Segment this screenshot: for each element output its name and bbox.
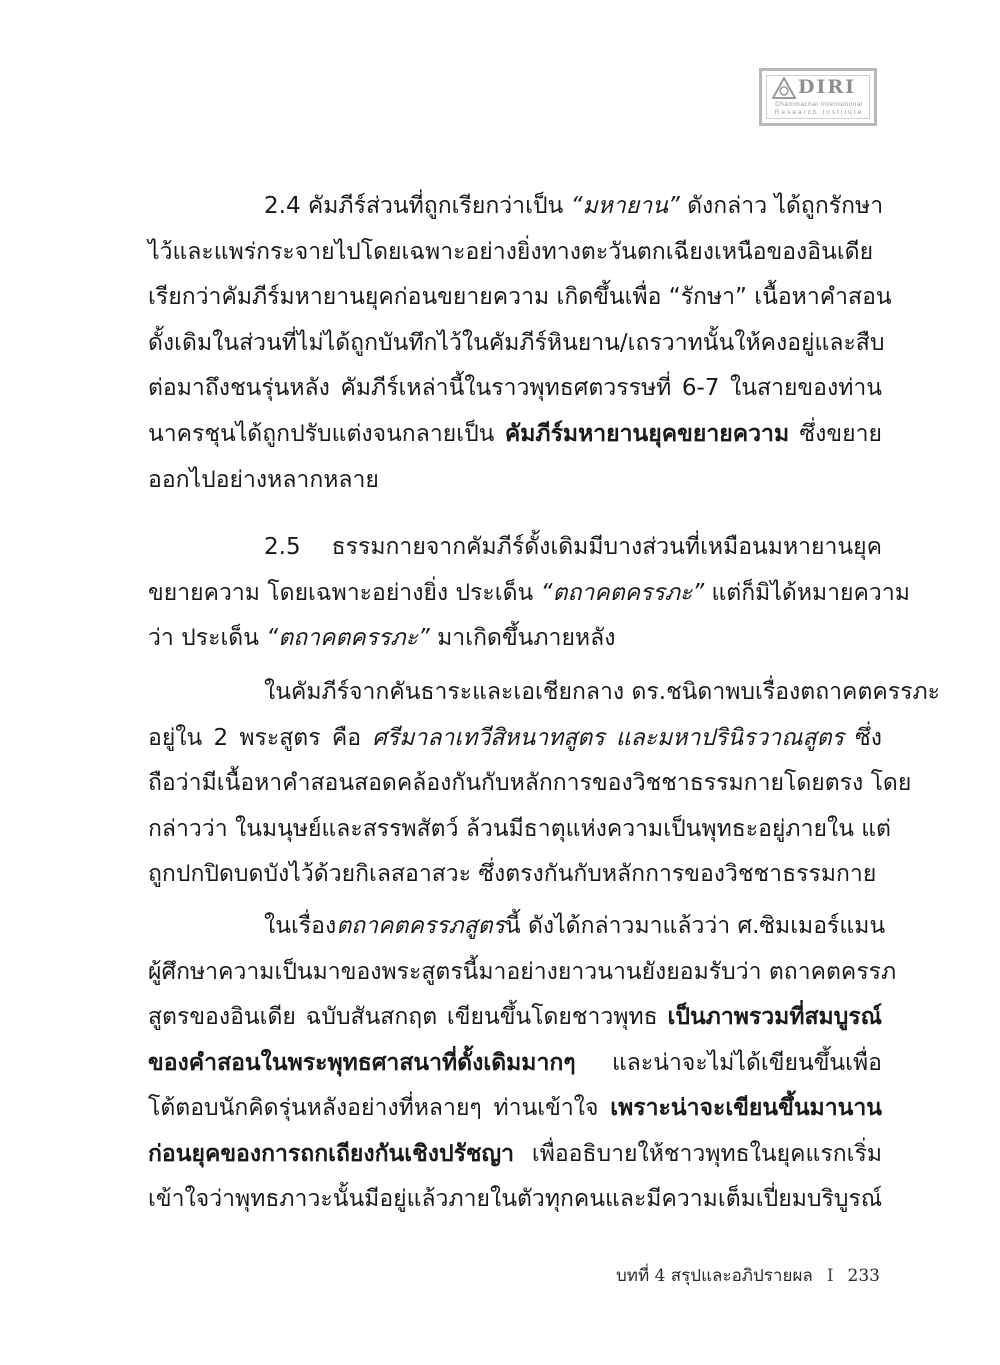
bold-phrase: ของคำสอนในพระพุทธศาสนาที่ดั้งเดิมมากๆ	[148, 1049, 576, 1076]
emphasis-tathagatagarbha: “ตถาคตครรภะ”	[266, 625, 430, 652]
text-line: เข้าใจว่าพุทธภาวะนั้นมีอยู่แล้วภายในตัวทุกคนและมีความเต็มเปี่ยมบริบูรณ์	[148, 1186, 883, 1213]
text-line: ดั้งเดิมในส่วนที่ไม่ได้ถูกบันทึกไว้ในคัมภีร์หินยาน/เถรวาทนั้นให้คงอยู่และสืบ	[148, 329, 885, 356]
text-line: สูตรของอินเดีย ฉบับสันสกฤต เขียนขึ้นโดยชาวพุทธ เป็นภาพรวมที่สมบูรณ์	[148, 1004, 882, 1031]
emphasis-mahayana: “มหายาน”	[570, 193, 680, 219]
emphasis-sutra-names: ศรีมาลาเทวีสิหนาทสูตร และมหาปรินิรวาณสูตร	[372, 724, 844, 751]
text-line: นาครชุนได้ถูกปรับแต่งจนกลายเป็น คัมภีร์มหายานยุคขยายความ ซึ่งขยาย	[148, 420, 882, 447]
paragraph-2-5	[148, 525, 910, 662]
text-line: ขยายความ โดยเฉพาะอย่างยิ่ง ประเด็น “ตถาคตครรภะ” แต่ก็มิได้หมายความ	[148, 579, 910, 606]
emphasis-sutra-title: ตถาคตครรภสูตร	[336, 912, 505, 939]
chapter-title: บทที่ 4 สรุปและอภิปรายผล	[615, 1266, 813, 1286]
text-line: ว่า ประเด็น “ตถาคตครรภะ” มาเกิดขึ้นภายหลัง	[148, 625, 616, 652]
page-body	[148, 184, 940, 1223]
dhammachai-emblem-icon	[772, 77, 796, 99]
bold-phrase: เพราะน่าจะเขียนขึ้นมานาน	[610, 1095, 882, 1122]
text-line: ถือว่ามีเนื้อหาคำสอนสอดคล้องกันกับหลักการของวิชชาธรรมกายโดยตรง โดย	[148, 770, 912, 797]
text-line: ถูกปกปิดบดบังไว้ด้วยกิเลสอาสวะ ซึ่งตรงกันกับหลักการของวิชชาธรรมกาย	[148, 861, 877, 888]
text-line: ออกไปอย่างหลากหลาย	[148, 466, 379, 493]
text-line: โต้ตอบนักคิดรุ่นหลังอย่างที่หลายๆ ท่านเข้าใจ เพราะน่าจะเขียนขึ้นมานาน	[148, 1095, 882, 1122]
footer-separator: I	[826, 1266, 834, 1286]
text-line: เรียกว่าคัมภีร์มหายานยุคก่อนขยายความ เกิดขึ้นเพื่อ “รักษา” เนื้อหาคำสอน	[148, 284, 892, 311]
text-line: ก่อนยุคของการถกเถียงกันเชิงปรัชญา เพื่ออธิบายให้ชาวพุทธในยุคแรกเริ่ม	[148, 1140, 882, 1167]
paragraph-gandhara	[148, 670, 940, 898]
text-line: ของคำสอนในพระพุทธศาสนาที่ดั้งเดิมมากๆ และน่าจะไม่ได้เขียนขึ้นเพื่อ	[148, 1049, 882, 1076]
page-footer	[616, 1262, 880, 1289]
text-line: ในเรื่องตถาคตครรภสูตรนี้ ดังได้กล่าวมาแล้วว่า ศ.ซิมเมอร์แมน	[264, 912, 886, 939]
bold-phrase: ก่อนยุคของการถกเถียงกันเชิงปรัชญา	[148, 1140, 515, 1167]
text-line: 2.5 ธรรมกายจากคัมภีร์ดั้งเดิมมีบางส่วนที่เหมือนมหายานยุค	[264, 534, 882, 561]
bold-phrase: เป็นภาพรวมที่สมบูรณ์	[667, 1004, 882, 1031]
text-line: 2.4 คัมภีร์ส่วนที่ถูกเรียกว่าเป็น “มหายาน” ดังกล่าว ได้ถูกรักษา	[264, 193, 884, 219]
paragraph-2-4	[148, 184, 892, 503]
logo-subtitle-line2: Research Institute	[774, 109, 864, 116]
text-line: อยู่ใน 2 พระสูตร คือ ศรีมาลาเทวีสิหนาทสูตร และมหาปรินิรวาณสูตร ซึ่ง	[148, 724, 882, 751]
logo-subtitle-line1: Dhammachai International	[775, 101, 863, 108]
text-line: ในคัมภีร์จากคันธาระและเอเชียกลาง ดร.ชนิดาพบเรื่องตถาคตครรภะ	[264, 678, 940, 705]
logo-name: DIRI	[798, 76, 857, 98]
text-line: กล่าวว่า ในมนุษย์และสรรพสัตว์ ล้วนมีธาตุแห่งความเป็นพุทธะอยู่ภายใน แต่	[148, 815, 891, 842]
paragraph-tathagatagarbha-sutra	[148, 904, 897, 1223]
text-line: ไว้และแพร่กระจายไปโดยเฉพาะอย่างยิ่งทางตะวันตกเฉียงเหนือของอินเดีย	[148, 238, 874, 265]
page-number: 233	[847, 1266, 880, 1286]
text-line: ต่อมาถึงชนรุ่นหลัง คัมภีร์เหล่านี้ในราวพุทธศตวรรษที่ 6-7 ในสายของท่าน	[148, 375, 882, 402]
text-line: ผู้ศึกษาความเป็นมาของพระสูตรนี้มาอย่างยาวนานยังยอมรับว่า ตถาคตครรภ	[148, 958, 897, 985]
bold-term: คัมภีร์มหายานยุคขยายความ	[504, 420, 790, 447]
diri-logo	[759, 68, 877, 126]
emphasis-tathagatagarbha: “ตถาคตครรภะ”	[540, 579, 705, 606]
